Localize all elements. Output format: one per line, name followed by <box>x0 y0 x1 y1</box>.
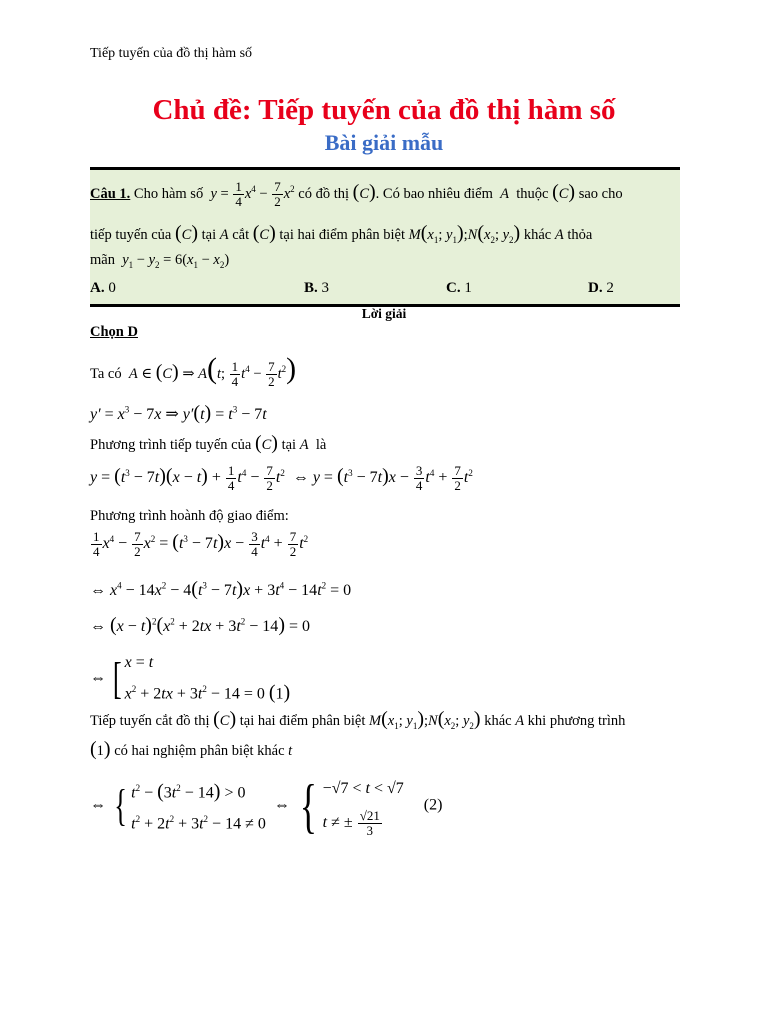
equivalent-1: ⇔ $x^4 - 14x^2 - 4(t^3 - 7t)x + 3t^4 - 14t^2 = 0$ <box>90 578 352 600</box>
running-header: Tiếp tuyến của đồ thị hàm số <box>90 46 253 61</box>
chosen-answer: Chọn D <box>90 324 138 340</box>
option-b: B. 3 <box>304 280 330 296</box>
question-line-1: Câu 1. Cho hàm số y = $\frac{1}{4}$ $x^4$ − $\frac{7}{2}$ $x^2$ có đồ thị (C). Có bao nhiêu điểm A thuộc (C) sao cho <box>90 179 623 209</box>
question-box <box>90 167 680 307</box>
question-text: thuộc <box>516 185 549 202</box>
page-title: Chủ đề: Tiếp tuyến của đồ thị hàm số <box>152 94 616 126</box>
intersection-equation: $\frac{1}{4}$ $x^4$ − $\frac{7}{2}$ $x^2 = (t^3 - 7t)x$ − $\frac{3}{4}$ $t^4$ + $\frac{7}{2}$ $t^2$ <box>93 529 309 559</box>
condition-system: ⇔ { $t^2 - (3t^2 - 14) > 0$ $t^2 + 2t^2 + 3t^2 - 14 \ne 0$ ⇔ { −√7 < t < √7 t ≠ ± $\frac{√21}{3}$ (2) <box>90 773 443 839</box>
question-text: Cho hàm số <box>133 185 204 202</box>
equivalent-3: ⇔ [ x = t $x^2 + 2tx + 3t^2 - 14 = 0$ (1) <box>90 653 291 704</box>
question-text: có đồ thị <box>298 185 350 202</box>
equivalent-2: ⇔ $(x - t)^2(x^2 + 2tx + 3t^2 - 14) = 0$ <box>90 614 311 636</box>
question-text: tiếp tuyến của <box>90 227 172 243</box>
question-text: . Có bao nhiêu điểm <box>375 185 493 202</box>
option-c: C. 1 <box>446 280 472 296</box>
question-text: mãn <box>90 252 115 268</box>
question-text: thỏa <box>567 227 593 243</box>
question-text: tại hai điểm phân biệt <box>279 227 406 243</box>
solution-step-1: Ta có A ∈ (C) ⇒ A(t; $\frac{1}{4}$ $t^4$ − $\frac{7}{2}$ $t^2$) <box>90 352 297 390</box>
option-d: D. 2 <box>588 280 614 296</box>
question-line-2: tiếp tuyến của (C) tại A cắt (C) tại hai điểm phân biệt $M(x_1$; $y_1);N(x_2$; $y_2$) khác A thỏa <box>90 222 593 245</box>
question-text: tại <box>201 227 217 243</box>
question-line-3: mãn $y_1 - y_2 = 6(x_1 - x_2)$ <box>90 252 230 270</box>
solution-step-3: Phương trình tiếp tuyến của (C) tại A là <box>90 432 327 454</box>
question-text: khác <box>523 227 552 243</box>
question-text: sao cho <box>578 185 623 202</box>
question-label: Câu 1. <box>90 185 131 202</box>
solution-step-4: Phương trình hoành độ giao điểm: <box>90 508 289 524</box>
solution-heading: Lời giải <box>361 306 407 321</box>
solution-step-2: $y' = x^3 - 7x$ ⇒ $y'(t) = t^3 - 7t$ <box>90 402 267 424</box>
solution-step-5: Tiếp tuyến cắt đồ thị (C) tại hai điểm phân biệt $M(x_1$; $y_1);N(x_2$; $y_2$) khác A khi phương trình <box>90 708 626 731</box>
option-a: A. 0 <box>90 280 116 296</box>
tangent-equation: $y = (t^3 - 7t)(x - t)$ + $\frac{1}{4}$ $t^4$ − $\frac{7}{2}$ $t^2$ ⇔ $y = (t^3 - 7t)x$ − $\frac{3}{4}$ $t^4$ + $\frac{7}{2}$ $t^2$ <box>90 463 473 493</box>
page-subtitle: Bài giải mẫu <box>324 130 444 155</box>
solution-step-6: (1) có hai nghiệm phân biệt khác t <box>90 738 293 760</box>
question-text: cắt <box>232 227 250 243</box>
